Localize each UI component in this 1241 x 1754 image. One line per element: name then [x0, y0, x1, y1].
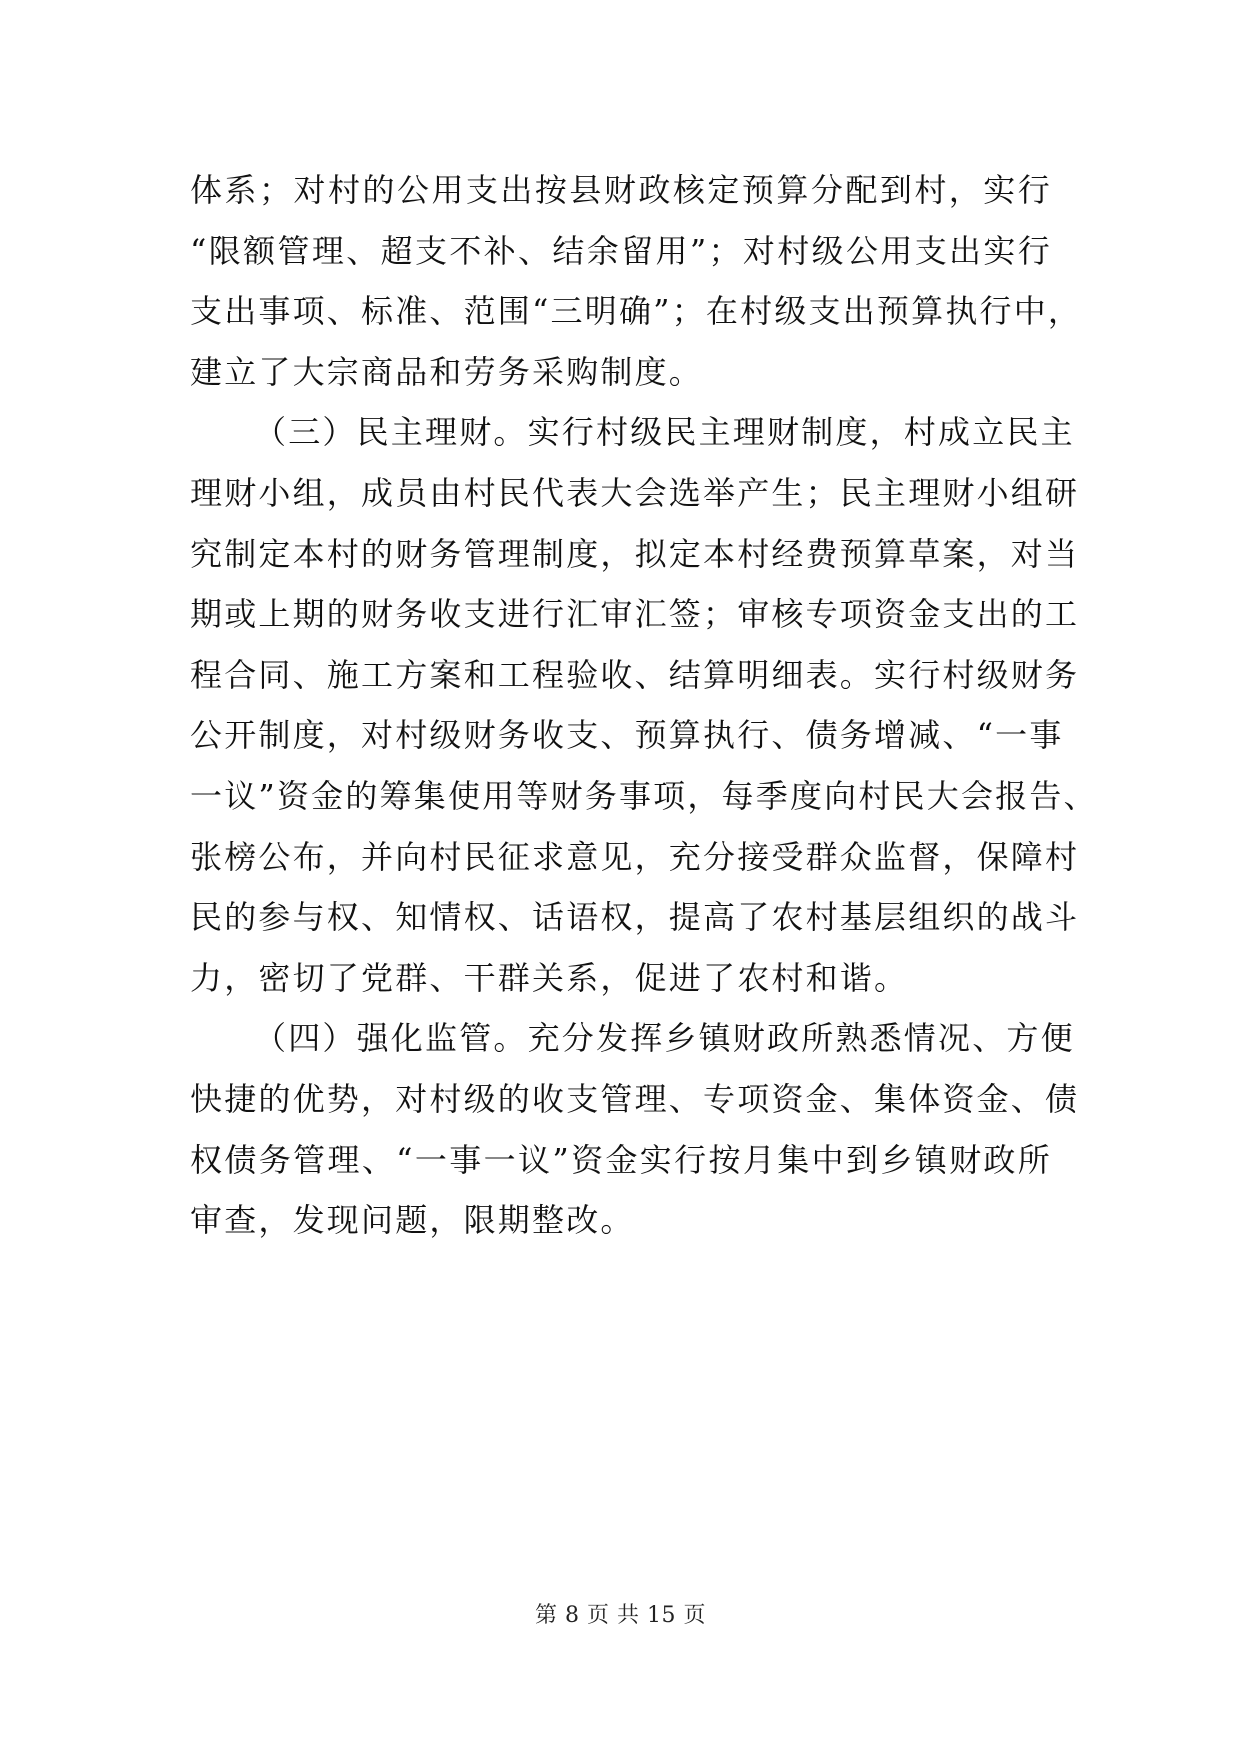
text-run: 。实行村级民主理财制度，村成立民主 [493, 413, 1075, 452]
text-line: 程合同、施工方案和工程验收、结算明细表。实行村级财务 [190, 655, 1080, 694]
section-heading-democratic-finance: （三）民主理财 [254, 413, 494, 452]
paragraph-budget-system [190, 160, 1083, 402]
text-line: “限额管理、超支不补、结余留用”；对村级公用支出实行 [190, 231, 1052, 270]
text-run: 。充分发挥乡镇财政所熟悉情况、方便 [493, 1019, 1075, 1058]
text-line [190, 1008, 1075, 1069]
page-number-footer: 第 8 页 共 15 页 [535, 1603, 706, 1628]
paragraph-democratic-finance [190, 402, 1098, 1008]
text-line: 究制定本村的财务管理制度，拟定本村经费预算草案，对当 [190, 534, 1080, 573]
text-line: 张榜公布，并向村民征求意见，充分接受群众监督，保障村 [190, 837, 1080, 876]
paragraph-strengthen-supervision [190, 1008, 1080, 1250]
text-line: 建立了大宗商品和劳务采购制度。 [190, 352, 704, 391]
text-line: 期或上期的财务收支进行汇审汇签；审核专项资金支出的工 [190, 595, 1080, 634]
text-line: 公开制度，对村级财务收支、预算执行、债务增减、“一事 [190, 716, 1064, 755]
text-line: 理财小组，成员由村民代表大会选举产生；民主理财小组研 [190, 473, 1080, 512]
text-line: 权债务管理、“一事一议”资金实行按月集中到乡镇财政所 [190, 1140, 1052, 1179]
text-line: 体系；对村的公用支出按县财政核定预算分配到村，实行 [190, 171, 1052, 209]
text-line [190, 402, 1075, 463]
text-line: 快捷的优势，对村级的收支管理、专项资金、集体资金、债 [190, 1079, 1080, 1118]
text-line: 民的参与权、知情权、话语权，提高了农村基层组织的战斗 [190, 898, 1080, 937]
text-line: 支出事项、标准、范围“三明确”；在村级支出预算执行中， [190, 292, 1083, 331]
body-text [190, 160, 1098, 1251]
text-line: 一议”资金的筹集使用等财务事项，每季度向村民大会报告、 [190, 776, 1098, 815]
text-line: 力，密切了党群、干群关系，促进了农村和谐。 [190, 958, 909, 997]
section-heading-strengthen-supervision: （四）强化监管 [254, 1019, 494, 1058]
text-line: 审查，发现问题，限期整改。 [190, 1201, 635, 1240]
